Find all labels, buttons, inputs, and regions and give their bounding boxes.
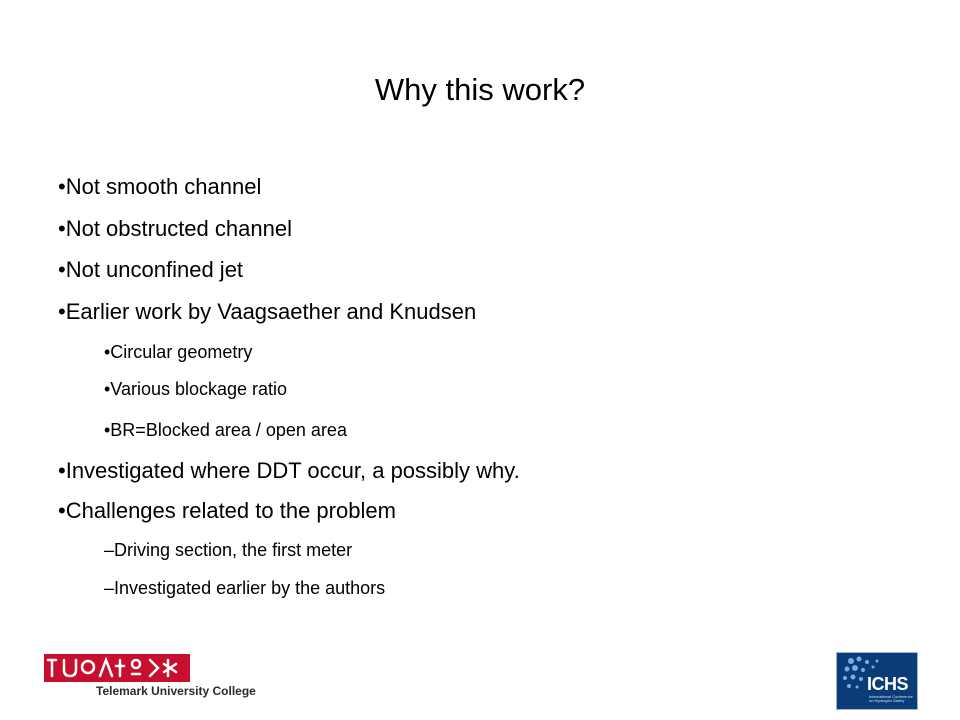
tuc-name: Telemark University College [96, 684, 256, 698]
bullet-item: •Not smooth channel [58, 174, 262, 199]
telemark-university-logo [44, 654, 284, 700]
ichs-name: ICHS [867, 674, 909, 694]
ichs-subtitle: International Conference on Hydrogen Safety [869, 694, 913, 703]
ichs-logo [836, 652, 918, 710]
bullet-item: •Challenges related to the problem [58, 498, 396, 523]
sub-bullet-item: •Circular geometry [104, 342, 253, 362]
tuc-symbols-icon [44, 654, 190, 682]
sub-bullet-item: •BR=Blocked area / open area [104, 420, 347, 440]
bullet-item: •Not unconfined jet [58, 257, 244, 282]
sub-bullet-item: –Driving section, the first meter [104, 540, 353, 560]
bullet-item: •Not obstructed channel [58, 216, 292, 241]
slide-title: Why this work? [374, 72, 586, 107]
sub-bullet-item: •Various blockage ratio [104, 379, 288, 399]
sub-bullet-item: –Investigated earlier by the authors [104, 578, 386, 598]
tuc-glyph-band [44, 654, 190, 682]
bullet-item: •Investigated where DDT occur, a possibly why. [58, 458, 520, 483]
bullet-item: •Earlier work by Vaagsaether and Knudsen [58, 299, 477, 324]
